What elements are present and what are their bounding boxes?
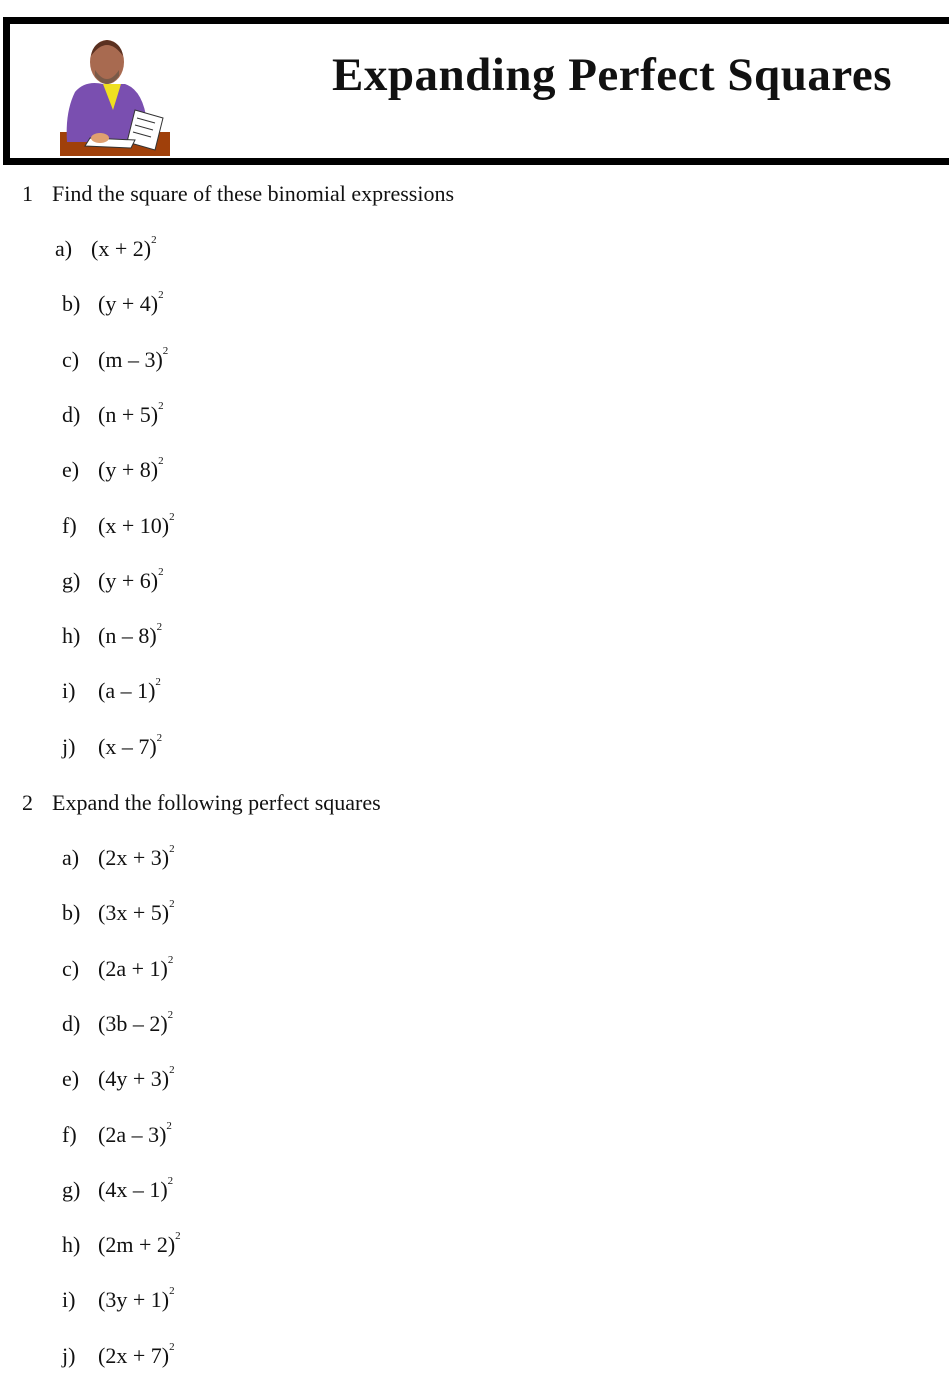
exercise-item — [62, 900, 175, 926]
exercise-item — [62, 731, 163, 760]
question-text: Expand the following perfect squares — [52, 790, 381, 815]
item-expression: (y + 8) — [98, 457, 159, 483]
exponent: 2 — [162, 344, 169, 357]
item-label: e) — [62, 1066, 80, 1092]
item-expression: (2a + 1) — [98, 955, 168, 981]
item-label: b) — [62, 900, 81, 926]
exponent: 2 — [175, 1230, 181, 1243]
exponent: 2 — [158, 565, 164, 578]
item-label: c) — [62, 955, 80, 981]
item-label: d) — [62, 401, 81, 427]
exercise-item — [62, 344, 169, 373]
item-expression: (3y + 1) — [98, 1287, 170, 1313]
item-expression: (3b – 2) — [98, 1010, 168, 1036]
exponent: 2 — [169, 510, 175, 523]
item-label: i) — [62, 678, 76, 704]
exercise-item — [62, 1174, 174, 1203]
teacher-illustration — [55, 32, 170, 156]
item-expression: (a – 1) — [98, 678, 156, 704]
item-label: g) — [62, 1176, 81, 1202]
exercise-item — [62, 399, 164, 428]
exponent: 2 — [169, 898, 175, 911]
exercise-item — [62, 1008, 174, 1037]
exponent: 2 — [169, 1340, 175, 1353]
exercise-item — [62, 1066, 175, 1092]
exercise-item — [62, 1232, 181, 1258]
item-label: f) — [62, 1121, 77, 1147]
item-label: h) — [62, 1232, 81, 1258]
item-label: f) — [62, 512, 77, 538]
exercise-item — [62, 291, 164, 317]
exercise-item — [62, 845, 175, 871]
item-expression: (4x – 1) — [98, 1176, 168, 1202]
item-expression: (n – 8) — [98, 623, 157, 649]
exercise-item — [62, 953, 174, 982]
item-expression: (x – 7) — [98, 733, 157, 759]
item-expression: (x + 10) — [98, 512, 170, 538]
exercise-item — [62, 1119, 172, 1148]
exponent: 2 — [169, 843, 175, 855]
item-label: h) — [62, 623, 81, 649]
item-label: a) — [55, 236, 73, 261]
exponent: 2 — [158, 399, 164, 412]
item-expression: (2a – 3) — [98, 1121, 167, 1147]
exercise-item — [55, 236, 157, 262]
item-expression: (x + 2) — [91, 236, 152, 261]
question-heading — [22, 181, 454, 207]
item-label: b) — [62, 291, 81, 317]
item-expression: (2x + 7) — [98, 1342, 170, 1368]
item-expression: (m – 3) — [98, 346, 163, 372]
exponent: 2 — [156, 621, 163, 634]
item-label: j) — [62, 733, 76, 759]
item-expression: (3x + 5) — [98, 900, 170, 926]
question-number: 1 — [22, 181, 33, 206]
item-expression: (y + 4) — [98, 291, 159, 317]
item-expression: (4y + 3) — [98, 1066, 170, 1092]
exponent: 2 — [156, 731, 163, 744]
exponent: 2 — [166, 1119, 172, 1132]
item-expression: (2m + 2) — [98, 1232, 176, 1258]
exercise-item — [62, 623, 162, 649]
exponent: 2 — [167, 1174, 174, 1187]
exercise-item — [62, 565, 164, 594]
exponent: 2 — [158, 289, 164, 302]
title-banner — [3, 17, 949, 165]
exercise-item — [62, 678, 161, 704]
item-label: a) — [62, 845, 80, 870]
exponent: 2 — [151, 234, 157, 246]
item-expression: (n + 5) — [98, 401, 159, 427]
exponent: 2 — [169, 1285, 175, 1298]
exponent: 2 — [169, 1064, 175, 1077]
exponent: 2 — [155, 676, 161, 689]
item-label: g) — [62, 567, 81, 593]
exercise-item — [62, 1287, 175, 1313]
item-label: c) — [62, 346, 80, 372]
item-label: j) — [62, 1342, 76, 1368]
item-label: d) — [62, 1010, 81, 1036]
exponent: 2 — [167, 1008, 174, 1021]
exercise-item — [62, 457, 164, 483]
item-label: i) — [62, 1287, 76, 1313]
question-number: 2 — [22, 790, 33, 815]
exercise-item — [62, 1340, 175, 1369]
item-label: e) — [62, 457, 80, 483]
exponent: 2 — [158, 455, 164, 468]
question-heading — [22, 790, 381, 816]
exercise-item — [62, 510, 175, 539]
page-title: Expanding Perfect Squares — [332, 49, 892, 101]
item-expression: (2x + 3) — [98, 845, 170, 870]
exponent: 2 — [167, 953, 174, 966]
item-expression: (y + 6) — [98, 567, 159, 593]
question-text: Find the square of these binomial expressions — [52, 181, 455, 206]
